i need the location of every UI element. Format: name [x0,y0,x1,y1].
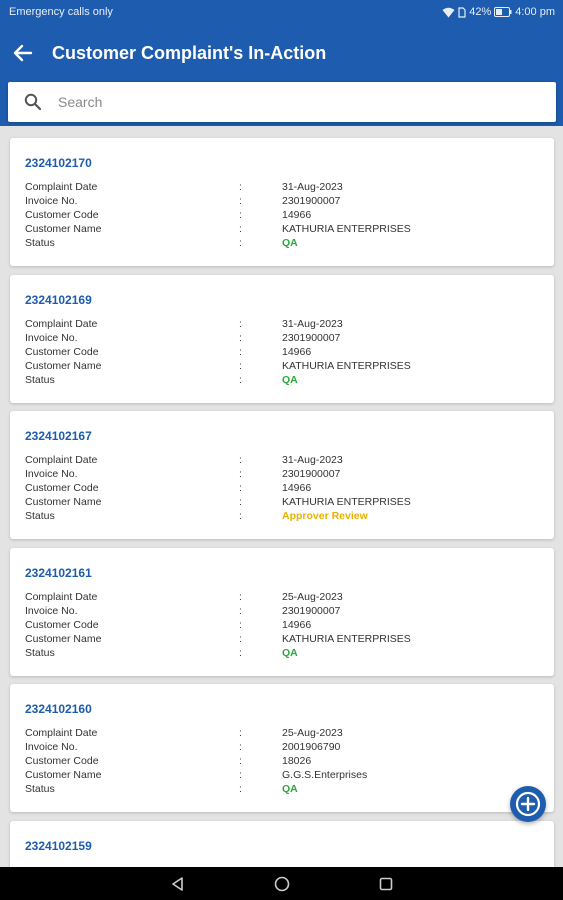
field-label: Invoice No. [25,331,78,344]
field-label: Complaint Date [25,317,98,330]
complaint-card[interactable] [10,411,554,539]
add-circle-icon [513,789,543,819]
battery-percent: 42% [469,6,492,18]
nav-home-button[interactable] [270,872,294,896]
field-row-customer-name [25,633,545,647]
field-value: KATHURIA ENTERPRISES [282,496,411,508]
field-label: Customer Name [25,359,102,372]
field-label: Customer Name [25,496,102,508]
field-separator: : [239,783,242,795]
field-separator: : [239,769,242,781]
field-label: Status [25,373,55,386]
back-button[interactable] [8,38,38,68]
field-separator: : [239,345,242,358]
field-label: Invoice No. [25,604,78,617]
field-separator: : [239,727,242,739]
field-value: KATHURIA ENTERPRISES [282,632,411,645]
search-icon[interactable] [24,93,42,111]
complaint-id: 2324102161 [25,565,92,580]
field-label: Customer Code [25,618,99,631]
field-label: Status [25,510,55,522]
field-row-invoice-no [25,195,545,209]
field-separator: : [239,604,242,617]
field-separator: : [239,331,242,344]
field-value: 18026 [282,755,312,767]
field-value: 2301900007 [282,195,341,207]
field-value: 31-Aug-2023 [282,317,343,330]
nav-back-button[interactable] [166,872,190,896]
battery-icon [494,7,512,17]
nav-recents-button[interactable] [374,872,398,896]
field-value: 2301900007 [282,331,341,344]
field-separator: : [239,209,242,221]
page-title: Customer Complaint's In-Action [52,42,327,63]
field-label: Complaint Date [25,454,98,466]
field-value: 31-Aug-2023 [282,181,343,193]
carrier-text: Emergency calls only [9,6,113,18]
field-label: Complaint Date [25,590,98,603]
complaint-list [0,126,563,867]
field-label: Status [25,783,55,795]
field-separator: : [239,755,242,767]
complaint-card[interactable] [10,275,554,403]
status-badge: QA [282,237,298,249]
system-nav-bar [0,867,563,900]
field-row-complaint-date [25,727,545,741]
field-row-complaint-date [25,318,545,332]
complaint-card[interactable] [10,821,554,868]
field-row-complaint-date [25,454,545,468]
field-label: Customer Name [25,632,102,645]
field-value: 14966 [282,345,312,358]
field-separator: : [239,359,242,372]
field-row-invoice-no [25,468,545,482]
field-row-customer-code [25,209,545,223]
field-row-customer-code [25,619,545,633]
complaint-id: 2324102160 [25,702,92,716]
sim-icon [458,7,466,18]
field-value: KATHURIA ENTERPRISES [282,223,411,235]
field-value: KATHURIA ENTERPRISES [282,359,411,372]
field-value: G.G.S.Enterprises [282,769,368,781]
status-bar [0,0,563,24]
app-bar [0,24,563,82]
field-label: Complaint Date [25,181,98,193]
wifi-icon [442,7,455,18]
clock: 4:00 pm [515,6,555,18]
field-label: Invoice No. [25,468,78,480]
circle-home-icon [273,875,291,893]
field-row-customer-code [25,346,545,360]
field-label: Customer Name [25,223,102,235]
field-row-customer-name [25,496,545,510]
square-recents-icon [378,876,394,892]
field-value: 14966 [282,482,312,494]
field-label: Status [25,646,55,659]
field-label: Customer Code [25,755,99,767]
complaint-id: 2324102170 [25,156,92,170]
field-separator: : [239,454,242,466]
field-label: Status [25,237,55,249]
field-separator: : [239,195,242,207]
field-value: 2301900007 [282,468,341,480]
field-value: 14966 [282,209,312,221]
field-label: Invoice No. [25,741,78,753]
field-label: Customer Code [25,209,99,221]
field-separator: : [239,373,242,386]
complaint-id: 2324102159 [25,838,92,853]
field-label: Customer Code [25,345,99,358]
field-value: 2301900007 [282,604,341,617]
field-value: 25-Aug-2023 [282,590,343,603]
field-row-invoice-no [25,332,545,346]
field-value: 25-Aug-2023 [282,727,343,739]
field-label: Customer Code [25,482,99,494]
field-separator: : [239,632,242,645]
field-value: 14966 [282,618,312,631]
field-row-status [25,783,545,797]
field-value: 2001906790 [282,741,341,753]
search-bar [8,82,556,122]
field-label: Complaint Date [25,727,98,739]
field-label: Customer Name [25,769,102,781]
field-separator: : [239,181,242,193]
field-row-customer-name [25,360,545,374]
search-input[interactable] [58,94,508,110]
field-separator: : [239,590,242,603]
field-row-customer-code [25,755,545,769]
field-separator: : [239,496,242,508]
complaint-card[interactable] [10,548,554,676]
field-row-status [25,647,545,661]
complaint-card[interactable] [10,684,554,812]
field-label: Invoice No. [25,195,78,207]
status-badge: Approver Review [282,510,368,522]
field-row-customer-name [25,223,545,237]
status-badge: QA [282,783,298,795]
field-row-status [25,237,545,251]
field-row-complaint-date [25,591,545,605]
status-indicators [442,6,555,18]
status-badge: QA [282,646,298,659]
field-value: 31-Aug-2023 [282,454,343,466]
field-separator: : [239,468,242,480]
status-badge: QA [282,373,298,386]
field-separator: : [239,223,242,235]
triangle-back-icon [170,876,186,892]
complaint-id: 2324102169 [25,292,92,307]
field-row-invoice-no [25,605,545,619]
field-row-customer-name [25,769,545,783]
complaint-id: 2324102167 [25,429,92,443]
field-row-status [25,374,545,388]
field-row-invoice-no [25,741,545,755]
arrow-left-icon [13,43,33,63]
field-separator: : [239,646,242,659]
field-separator: : [239,510,242,522]
field-separator: : [239,317,242,330]
field-row-status [25,510,545,524]
add-complaint-button[interactable] [510,786,546,822]
complaint-card[interactable] [10,138,554,266]
field-separator: : [239,618,242,631]
field-row-complaint-date [25,181,545,195]
field-separator: : [239,741,242,753]
field-row-customer-code [25,482,545,496]
field-separator: : [239,482,242,494]
field-separator: : [239,237,242,249]
